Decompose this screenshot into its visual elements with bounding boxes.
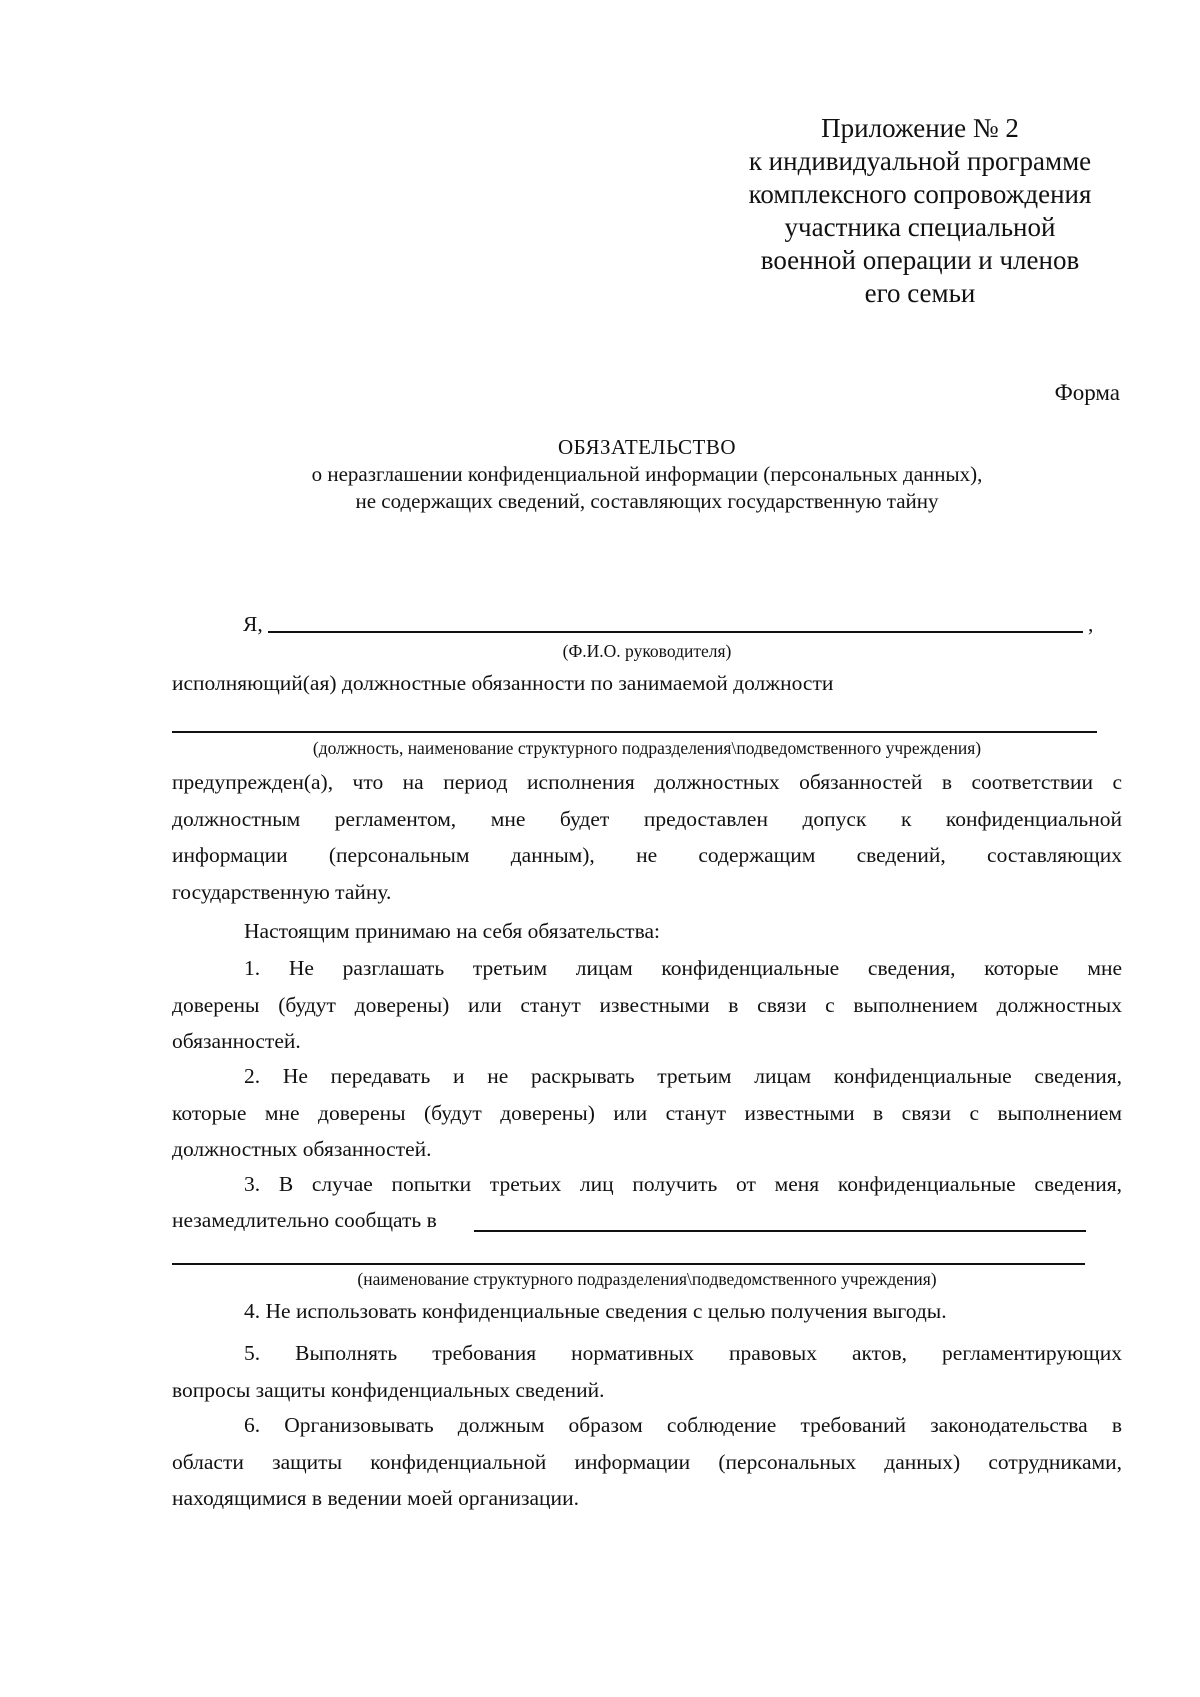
- item6-line-1: 6. Организовывать должным образом соблюдение требований законодательства в: [244, 1413, 1122, 1437]
- report-to-underline-2[interactable]: [172, 1263, 1085, 1265]
- fio-underline[interactable]: [268, 631, 1083, 633]
- appendix-header: [700, 112, 1140, 310]
- item2-line-1: 2. Не передавать и не раскрывать третьим лицам конфиденциальные сведения,: [244, 1064, 1122, 1088]
- warning-line-3: информации (персональным данным), не содержащим сведений, составляющих: [172, 843, 1122, 867]
- obligations-intro: Настоящим принимаю на себя обязательства:: [244, 919, 660, 943]
- obligation-item-4: [172, 1293, 1122, 1330]
- report-to-underline-1[interactable]: [474, 1230, 1086, 1232]
- item3-caption: (наименование структурного подразделения\подведомственного учреждения): [357, 1269, 937, 1289]
- item5-line-2: вопросы защиты конфиденциальных сведений.: [172, 1377, 605, 1402]
- appendix-line-family: его семьи: [864, 278, 976, 308]
- warning-line-2: должностным регламентом, мне будет предоставлен допуск к конфиденциальной: [172, 806, 1122, 831]
- item1-line-1: 1. Не разглашать третьим лицам конфиденциальные сведения, которые мне: [244, 956, 1122, 980]
- appendix-line-operation: военной операции и членов: [760, 245, 1080, 275]
- position-underline[interactable]: [172, 731, 1097, 733]
- document-title: ОБЯЗАТЕЛЬСТВО: [557, 435, 737, 459]
- item2-line-3: должностных обязанностей.: [172, 1137, 432, 1161]
- warning-line-1: предупрежден(а), что на период исполнения должностных обязанностей в соответствии с: [172, 770, 1122, 794]
- warning-paragraph: [172, 764, 1122, 910]
- appendix-line-participant: участника специальной: [784, 212, 1056, 242]
- position-text: исполняющий(ая) должностные обязанности по занимаемой должности: [172, 671, 834, 695]
- fio-caption: (Ф.И.О. руководителя): [562, 641, 732, 661]
- item5-line-1: 5. Выполнять требования нормативных правовых актов, регламентирующих: [244, 1341, 1122, 1365]
- item6-line-2: области защиты конфиденциальной информации (персональных данных) сотрудниками,: [172, 1449, 1122, 1474]
- fio-suffix: ,: [1088, 612, 1094, 636]
- position-caption: (должность, наименование структурного подразделения\подведомственного учреждения): [312, 738, 982, 758]
- obligation-item-2: [172, 1058, 1122, 1168]
- obligation-item-5: [172, 1335, 1122, 1408]
- item2-line-2: которые мне доверены (будут доверены) или станут известными в связи с выполнением: [172, 1100, 1122, 1125]
- obligation-item-6: [172, 1407, 1122, 1517]
- form-label: Форма: [1054, 380, 1120, 405]
- appendix-line-program: к индивидуальной программе: [748, 146, 1092, 176]
- item1-line-2: доверены (будут доверены) или станут известными в связи с выполнением должностных: [172, 992, 1122, 1017]
- item3-line-2: незамедлительно сообщать в: [172, 1208, 437, 1232]
- item6-line-3: находящимися в ведении моей организации.: [172, 1486, 579, 1510]
- item3-line-1: 3. В случае попытки третьих лиц получить от меня конфиденциальные сведения,: [244, 1172, 1122, 1196]
- item1-line-3: обязанностей.: [172, 1029, 301, 1053]
- appendix-line-support: комплексного сопровождения: [748, 179, 1092, 209]
- document-heading: [172, 434, 1122, 515]
- obligation-item-1: [172, 950, 1122, 1060]
- item4-line-1: 4. Не использовать конфиденциальные сведения с целью получения выгоды.: [244, 1299, 947, 1323]
- document-subtitle-line1: о неразглашении конфиденциальной информации (персональных данных),: [311, 462, 983, 486]
- document-subtitle-line2: не содержащих сведений, составляющих государственную тайну: [355, 489, 939, 513]
- appendix-number: Приложение № 2: [821, 113, 1019, 143]
- fio-prefix: Я,: [243, 612, 263, 636]
- warning-line-4: государственную тайну.: [172, 879, 392, 904]
- obligation-item-3: [172, 1166, 1122, 1203]
